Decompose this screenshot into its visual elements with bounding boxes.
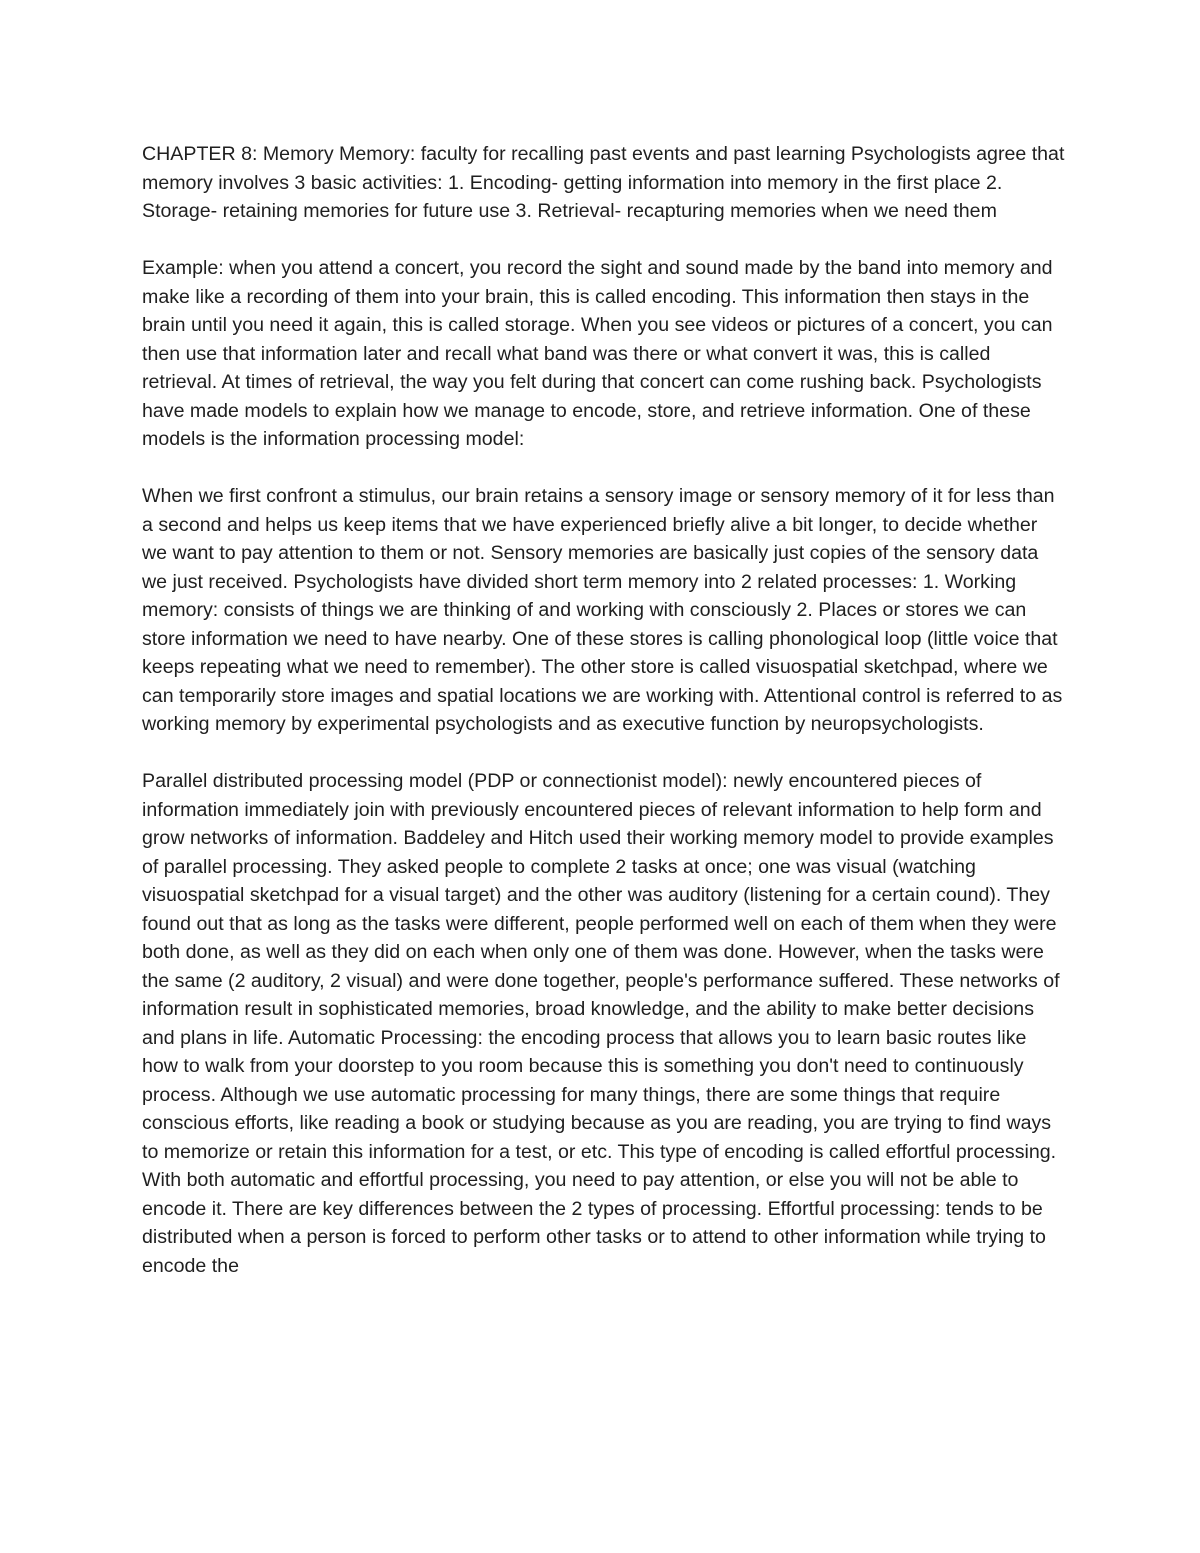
paragraph-sensory-memory: When we first confront a stimulus, our brain retains a sensory image or sensory memory of it for less than a second and helps us keep items that we have experienced briefly alive a bit longer, to decide whether we want to pay attention to them or not. Sensory memories are basically just copies of the sensory data we just received. Psychologists have divided short term memory into 2 related processes: 1. Working memory: consists of things we are thinking of and working with consciously 2. Places or stores we can store information we need to have nearby. One of these stores is calling phonological loop (little voice that keeps repeating what we need to remember). The other store is called visuospatial sketchpad, where we can temporarily store images and spatial locations we are working with. Attentional control is referred to as working memory by experimental psychologists and as executive function by neuropsychologists. (142, 485, 1063, 735)
paragraph-concert-example: Example: when you attend a concert, you record the sight and sound made by the band into memory and make like a recording of them into your brain, this is called encoding. This information then stays in the brain until you need it again, this is called storage. When you see videos or pictures of a concert, you can then use that information later and recall what band was there or what convert it was, this is called retrieval. At times of retrieval, the way you felt during that concert can come rushing back. Psychologists have made models to explain how we manage to encode, store, and retrieve information. One of these models is the information processing model: (142, 257, 1053, 450)
paragraph-parallel-processing: Parallel distributed processing model (PDP or connectionist model): newly encountered pieces of information immediately join with previously encountered pieces of relevant information to help form and grow networks of information. Baddeley and Hitch used their working memory model to provide examples of parallel processing. They asked people to complete 2 tasks at once; one was visual (watching visuospatial sketchpad for a visual target) and the other was auditory (listening for a certain cound). They found out that as long as the tasks were different, people performed well on each of them when they were both done, as well as they did on each when only one of them was done. However, when the tasks were the same (2 auditory, 2 visual) and were done together, people's performance suffered. These networks of information result in sophisticated memories, broad knowledge, and the ability to make better decisions and plans in life. Automatic Processing: the encoding process that allows you to learn basic routes like how to walk from your doorstep to you room because this is something you don't need to continuously process. Although we use automatic processing for many things, there are some things that require conscious efforts, like reading a book or studying because as you are reading, you are trying to find ways to memorize or retain this information for a test, or etc. This type of encoding is called effortful processing. With both automatic and effortful processing, you need to pay attention, or else you will not be able to encode it. There are key differences between the 2 types of processing. Effortful processing: tends to be distributed when a person is forced to perform other tasks or to attend to other information while trying to encode the (142, 770, 1060, 1277)
paragraph-chapter-intro: CHAPTER 8: Memory Memory: faculty for recalling past events and past learning Psychologists agree that memory involves 3 basic activities: 1. Encoding- getting information into memory in the first place 2. Storage- retaining memories for future use 3. Retrieval- recapturing memories when we need them (142, 143, 1065, 222)
document-body (142, 140, 1067, 1309)
